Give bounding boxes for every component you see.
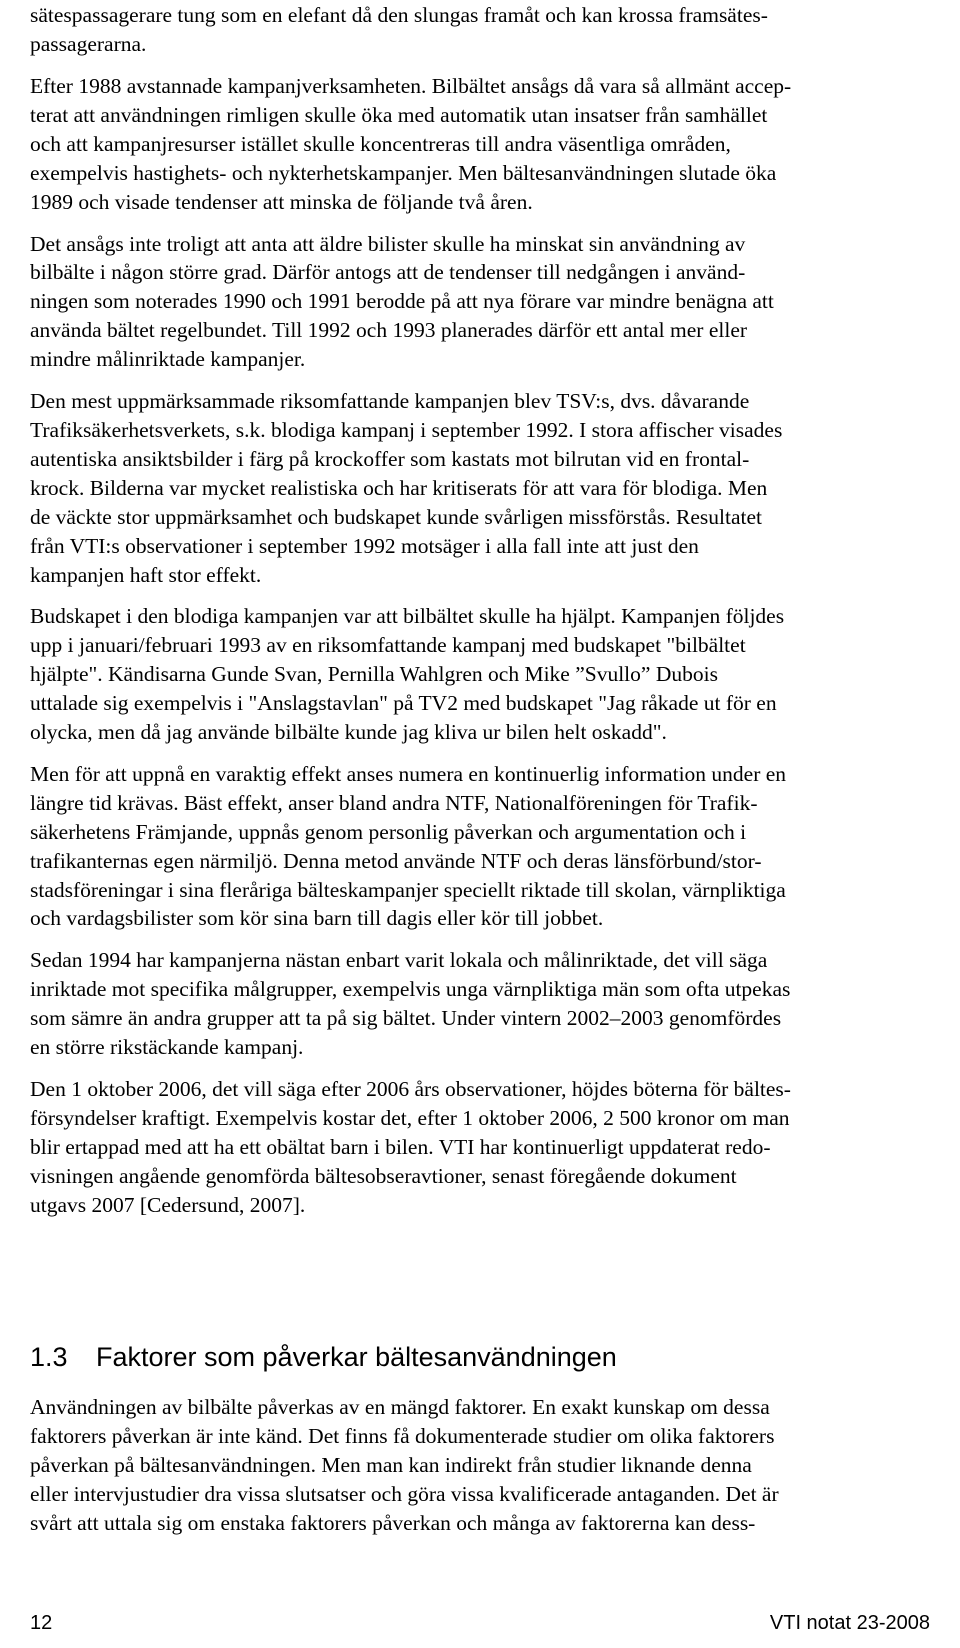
paragraph-continued: sätespassagerare tung som en elefant då den slungas framåt och kan krossa framsätes- passagerarna. (30, 3, 768, 56)
report-id: VTI notat 23-2008 (769, 1612, 930, 1634)
paragraph-factors: Användningen av bilbälte påverkas av en mängd faktorer. En exakt kunskap om dessa faktorers påverkan är inte känd. Det finns få dokumenterade studier om olika faktorers påverkan på bältesanvändningen. Men man kan indirekt från studier liknande denna eller intervjustudier dra vissa slutsatser och göra vissa kvalificerade antaganden. Det är svårt att uttala sig om enstaka faktorers påverkan och många av faktorerna kan dess- (30, 1395, 779, 1535)
section-title: Faktorer som påverkar bältesanvändningen (96, 1342, 617, 1372)
paragraph-continuous-information: Men för att uppnå en varaktig effekt anses numera en kontinuerlig information under en längre tid krävas. Bäst effekt, anser bland andra NTF, Nationalföreningen för Trafik- säkerhetens Främjande, uppnås genom personlig påverkan och argumentation och i trafikanternas egen närmiljö. Denna metod använde NTF och deras länsförbund/stor- stadsföreningar i sina fleråriga bälteskampanjer speciellt riktade till skolan, värnpliktiga och vardagsbilister som kör sina barn till dagis eller kör till jobbet. (30, 761, 787, 931)
paragraph-celebrity-campaign: Budskapet i den blodiga kampanjen var att bilbältet skulle ha hjälpt. Kampanjen följdes upp i januari/februari 1993 av en riksomfattande kampanj med budskapet "bilbältet hjälpte". Kändisarna Gunde Svan, Pernilla Wahlgren och Mike ”Svullo” Dubois uttalade sig exempelvis i "Anslagstavlan" på TV2 med budskapet "Jag råkade ut för en olycka, men då jag använde bilbälte kunde jag kliva ur bilen helt oskadd". (30, 604, 785, 745)
page-number: 12 (30, 1612, 53, 1634)
paragraph-fines: Den 1 oktober 2006, det vill säga efter 2006 års observationer, höjdes böterna för bältes- försyndelser kraftigt. Exempelvis kostar det, efter 1 oktober 2006, 2 500 kronor om man blir ertappad med att ha ett obältat barn i bilen. VTI har kontinuerligt uppdaterat redo- visningen angående genomförda bältesobseravtioner, senast föregående dokument utgavs 2007 [Cedersund, 2007]. (30, 1077, 791, 1217)
paragraph-older-drivers: Det ansågs inte troligt att anta att äldre bilister skulle ha minskat sin användning av bilbälte i någon större grad. Därför antogs att de tendenser till nedgången i använd- ningen som noterades 1990 och 1991 berodde på att nya förare var mindre benägna att använda bältet regelbundet. Till 1992 och 1993 planerades därför ett antal mer eller mindre målinriktade kampanjer. (30, 231, 774, 372)
paragraph-campaign-pause: Efter 1988 avstannade kampanjverksamheten. Bilbältet ansågs då vara så allmänt accep- terat att användningen rimligen skulle öka med automatik utan insatser från samhället och att kampanjresurser istället skulle koncentreras till andra väsentliga områden, exempelvis hastighets- och nykterhetskampanjer. Men bältesanvändningen slutade öka 1989 och visade tendenser att minska de följande två åren. (30, 74, 792, 214)
section-number: 1.3 (30, 1342, 68, 1372)
paragraph-bloody-campaign: Den mest uppmärksammade riksomfattande kampanjen blev TSV:s, dvs. dåvarande Trafiksäkerhetsverkets, s.k. blodiga kampanj i september 1992. I stora affischer visades autentiska ansiktsbilder i färg på krockoffer som kastats mot bilrutan vid en frontal- krock. Bilderna var mycket realistiska och har kritiserats för att vara för blodiga. Men de väckte stor uppmärksamhet och budskapet kunde svårligen missförstås. Resultatet från VTI:s observationer i september 1992 motsäger i alla fall inte att just den kampanjen haft stor effekt. (30, 389, 783, 587)
body-text (30, 72, 791, 1220)
section-heading (30, 1340, 617, 1374)
paragraph-local-campaigns: Sedan 1994 har kampanjerna nästan enbart varit lokala och målinriktade, det vill säga inriktade mot specifika målgrupper, exempelvis unga värnpliktiga män som ofta utpekas som sämre än andra grupper att ta på sig bältet. Under vintern 2002–2003 genomfördes en större rikstäckande kampanj. (30, 948, 791, 1060)
